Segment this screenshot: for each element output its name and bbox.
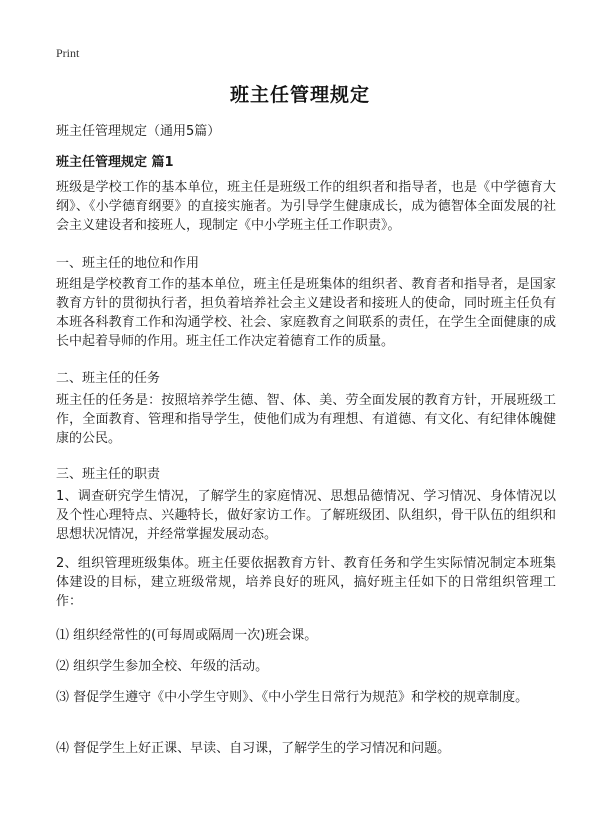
subitem-1: ⑴ 组织经常性的(可每周或隔周一次)班会课。 — [56, 628, 318, 643]
subitem-4: ⑷ 督促学生上好正课、早读、自习课，了解学生的学习情况和问题。 — [56, 741, 451, 756]
section-heading-duties: 三、班主任的职责 — [56, 467, 161, 482]
document-subtitle: 班主任管理规定（通用5篇） — [56, 124, 221, 139]
intro-paragraph: 班级是学校工作的基本单位，班主任是班级工作的组织者和指导者，也是《中学德育大纲》、《小学德育纲要》的直接实施者。为引导学生健康成长，成为德智体全面发展的社会主义建设者和接班人，现制定《中小学班主任工作职责》。 — [56, 180, 556, 233]
section-body-tasks: 班主任的任务是：按照培养学生德、智、体、美、劳全面发展的教育方针，开展班级工作，全面教育、管理和指导学生，使他们成为有理想、有道德、有文化、有纪律体魄健康的公民。 — [56, 393, 556, 446]
duty-item-2: 2、组织管理班级集体。班主任要依据教育方针、教育任务和学生实际情况制定本班集体建设的目标，建立班级常规，培养良好的班风，搞好班主任如下的日常组织管理工作： — [56, 556, 556, 609]
section-heading-role: 一、班主任的地位和作用 — [56, 256, 200, 271]
section-body-role: 班组是学校教育工作的基本单位，班主任是班集体的组织者、教育者和指导者，是国家教育方针的贯彻执行者，担负着培养社会主义建设者和接班人的使命，同时班主任负有本班各科教育工作和沟通学校、社会、家庭教育之间联系的责任，在学生全面健康的成长中起着导师的作用。班主任工作决定着德育工作的质量。 — [56, 277, 556, 349]
subitem-3: ⑶ 督促学生遵守《中小学生守则》、《中小学生日常行为规范》和学校的规章制度。 — [56, 690, 529, 705]
subitem-2: ⑵ 组织学生参加全校、年级的活动。 — [56, 659, 269, 674]
print-label: Print — [56, 46, 80, 60]
page-title: 班主任管理规定 — [229, 84, 370, 106]
section-heading-tasks: 二、班主任的任务 — [56, 371, 161, 386]
duty-item-1: 1、调查研究学生情况，了解学生的家庭情况、思想品德情况、学习情况、身体情况以及个性心理特点、兴趣特长，做好家访工作。了解班级团、队组织，骨干队伍的组织和思想状况情况，并经常掌握发展动态。 — [56, 489, 556, 542]
section-title: 班主任管理规定 篇1 — [56, 155, 174, 170]
